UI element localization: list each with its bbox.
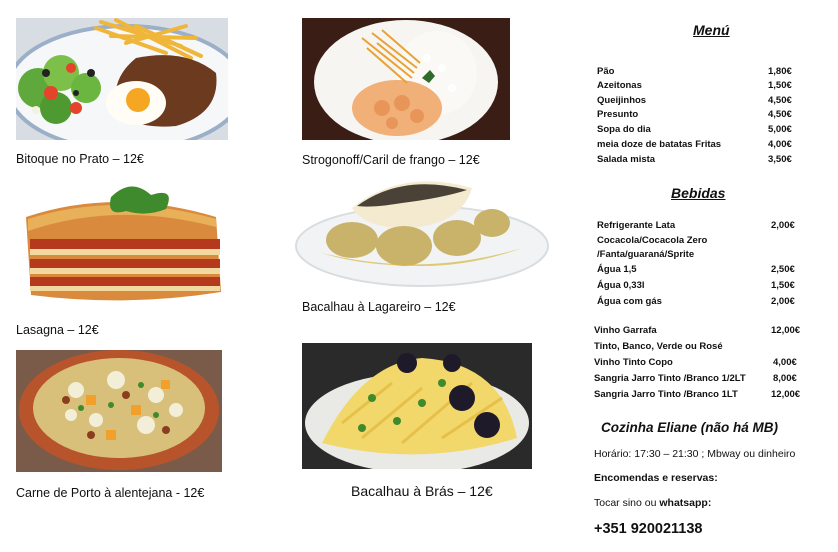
drink-name: Sangria Jarro Tinto /Branco 1LT bbox=[594, 389, 738, 400]
dish-caption: Carne de Porto à alentejana - 12€ bbox=[16, 486, 205, 500]
whatsapp-label: whatsapp bbox=[659, 497, 708, 509]
drink-name: Água 0,33l bbox=[597, 280, 645, 291]
menu-item-name: Azeitonas bbox=[597, 80, 642, 91]
drink-name: /Fanta/guaraná/Sprite bbox=[597, 249, 695, 260]
drink-price: 4,00€ bbox=[773, 357, 797, 368]
bebidas-title: Bebidas bbox=[671, 185, 726, 201]
bacalhau-lagareiro-photo bbox=[292, 168, 552, 298]
drink-price: 1,50€ bbox=[771, 280, 795, 291]
drink-price: 12,00€ bbox=[771, 325, 801, 336]
orders-label: Encomendas e reservas: bbox=[594, 472, 718, 484]
drink-name: Vinho Garrafa bbox=[594, 325, 657, 336]
drink-name: Sangria Jarro Tinto /Branco 1/2LT bbox=[594, 373, 746, 384]
menu-item-price: 5,00€ bbox=[768, 124, 792, 135]
bacalhau-bras-photo bbox=[302, 343, 532, 469]
carne-porco-photo bbox=[16, 350, 222, 472]
menu-item-price: 4,00€ bbox=[768, 139, 792, 150]
menu-item-name: Pão bbox=[597, 66, 615, 77]
drink-price: 8,00€ bbox=[773, 373, 797, 384]
menu-title: Menú bbox=[693, 22, 730, 38]
menu-item-name: Sopa do dia bbox=[597, 124, 651, 135]
lasagna-photo bbox=[16, 177, 230, 309]
drink-name: Cocacola/Cocacola Zero bbox=[597, 235, 708, 246]
menu-item-name: Salada mista bbox=[597, 154, 656, 165]
menu-item-price: 3,50€ bbox=[768, 154, 792, 165]
dish-caption: Strogonoff/Caril de frango – 12€ bbox=[302, 153, 480, 167]
drink-name: Água 1,5 bbox=[597, 264, 637, 275]
drink-name: Vinho Tinto Copo bbox=[594, 357, 673, 368]
strogonoff-photo bbox=[302, 18, 510, 140]
menu-item-name: Presunto bbox=[597, 109, 639, 120]
menu-item-price: 1,50€ bbox=[768, 80, 792, 91]
dish-caption: Lasagna – 12€ bbox=[16, 323, 99, 337]
dish-caption: Bitoque no Prato – 12€ bbox=[16, 152, 144, 166]
phone-number[interactable]: +351 920021138 bbox=[594, 521, 703, 537]
menu-item-name: Queijinhos bbox=[597, 95, 647, 106]
contact-suffix: : bbox=[707, 497, 712, 509]
drink-price: 12,00€ bbox=[771, 389, 801, 400]
contact-instructions bbox=[594, 497, 711, 509]
bitoque-photo bbox=[16, 18, 228, 140]
drink-name: Tinto, Banco, Verde ou Rosé bbox=[594, 341, 723, 352]
opening-hours: Horário: 17:30 – 21:30 ; Mbway ou dinheiro bbox=[594, 448, 796, 460]
drink-price: 2,00€ bbox=[771, 220, 795, 231]
drink-price: 2,50€ bbox=[771, 264, 795, 275]
menu-item-price: 4,50€ bbox=[768, 95, 792, 106]
contact-prefix: Tocar sino ou bbox=[594, 497, 660, 509]
dish-caption: Bacalhau à Lagareiro – 12€ bbox=[302, 300, 456, 314]
menu-item-price: 4,50€ bbox=[768, 109, 792, 120]
kitchen-name: Cozinha Eliane (não há MB) bbox=[601, 420, 779, 435]
drink-name: Refrigerante Lata bbox=[597, 220, 676, 231]
menu-item-name: meia doze de batatas Fritas bbox=[597, 139, 722, 150]
drink-price: 2,00€ bbox=[771, 296, 795, 307]
drink-name: Água com gás bbox=[597, 296, 662, 307]
menu-item-price: 1,80€ bbox=[768, 66, 792, 77]
dish-caption: Bacalhau à Brás – 12€ bbox=[351, 483, 493, 499]
